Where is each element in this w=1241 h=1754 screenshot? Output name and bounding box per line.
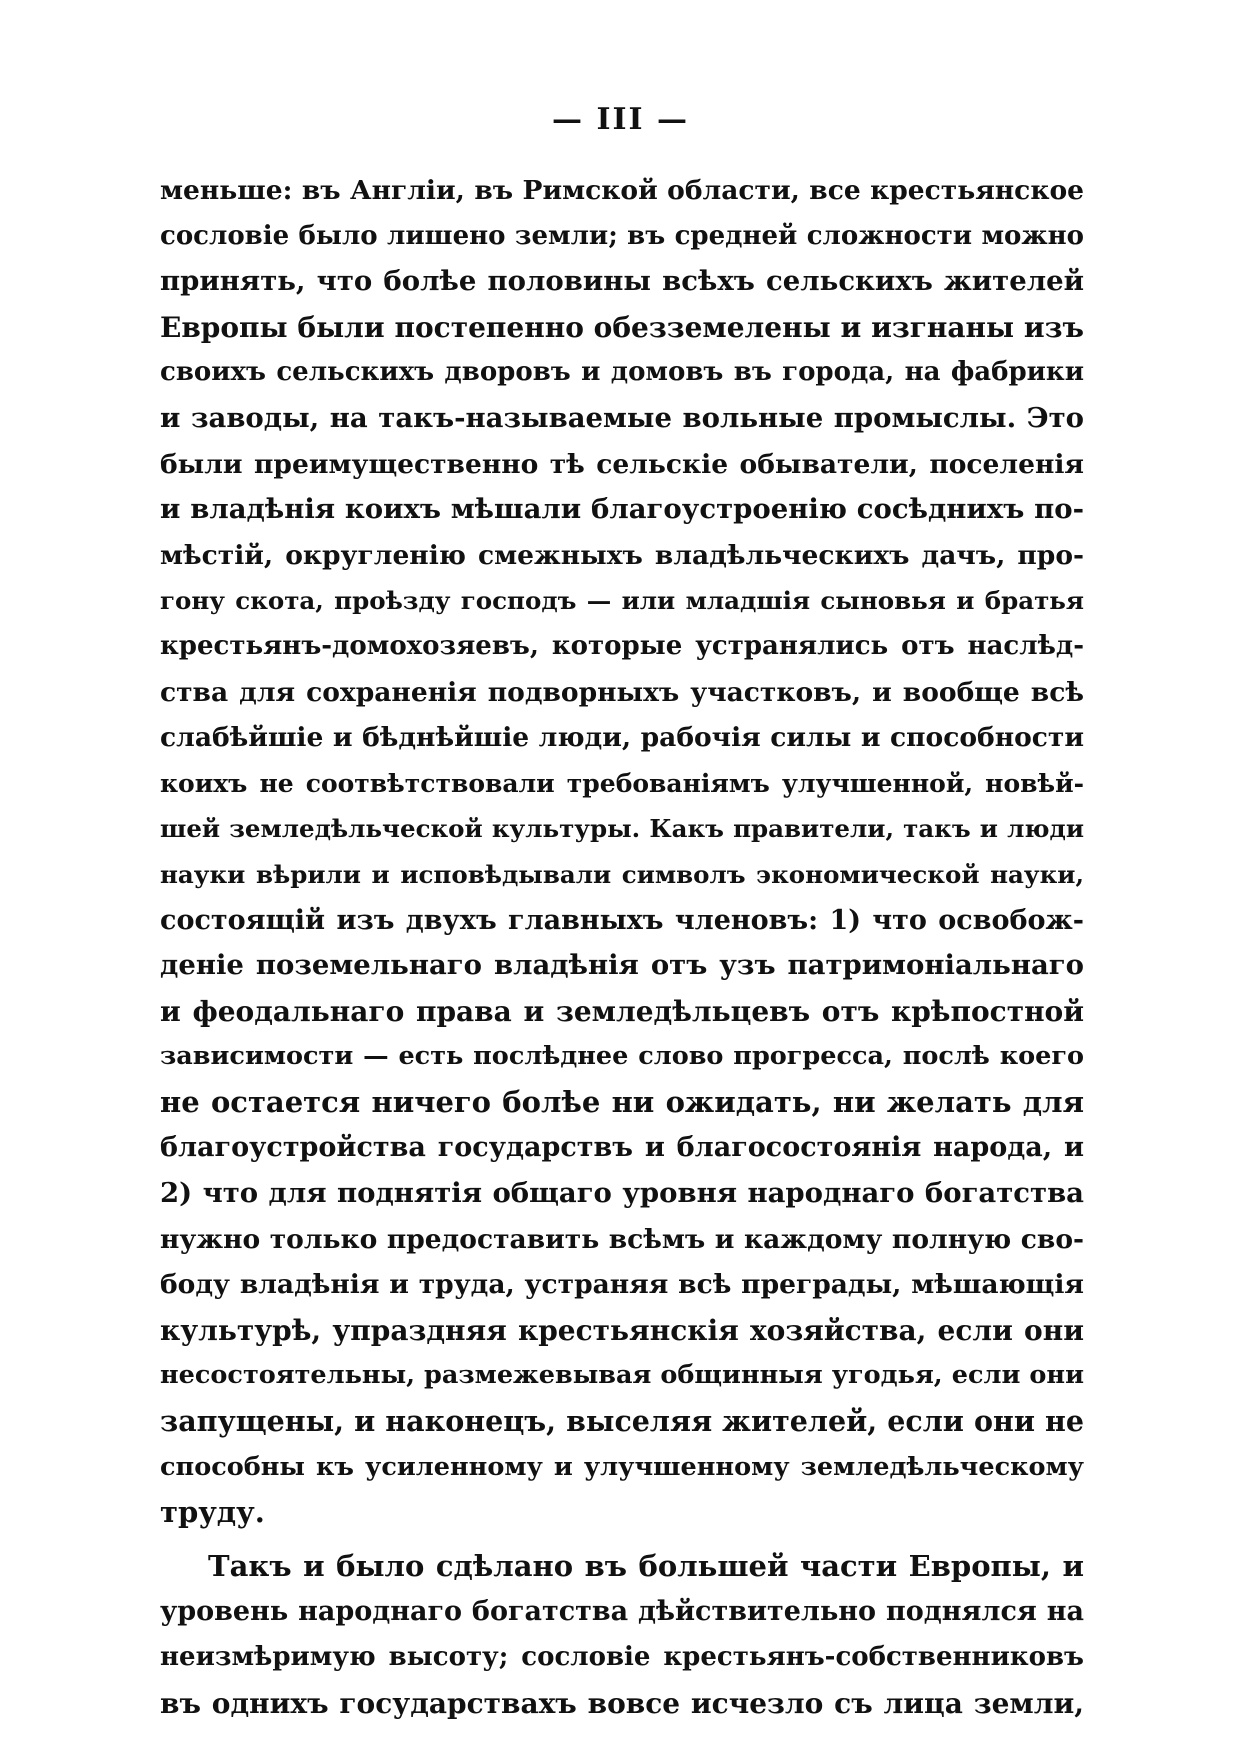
text-line: въ однихъ государствахъ вовсе исчезло съ лица земли, — [160, 1686, 1084, 1720]
text-line: ства для сохраненія подворныхъ участковъ, и вообще всѣ — [160, 676, 1084, 708]
text-line: мѣстій, округленію смежныхъ владѣльческихъ дачъ, про- — [160, 539, 1084, 571]
text-line: труду. — [160, 1495, 265, 1530]
text-line: деніе поземельнаго владѣнія отъ узъ патримоніальнаго — [160, 949, 1084, 982]
text-line: своихъ сельскихъ дворовъ и домовъ въ города, на фабрики — [160, 357, 1084, 388]
text-line: запущены, и наконецъ, выселяя жителей, если они не — [160, 1404, 1084, 1439]
text-line: и владѣнія коихъ мѣшали благоустроенію сосѣднихъ по- — [160, 493, 1084, 526]
paragraph-gap — [160, 1536, 1084, 1544]
text-line: сословіе было лишено земли; въ средней сложности можно — [160, 220, 1084, 251]
text-line: крестьянъ-домохозяевъ, которые устранялись отъ наслѣд- — [160, 630, 1084, 661]
body-text — [160, 168, 1084, 1726]
text-line: уровень народнаго богатства дѣйствительно поднялся на — [160, 1596, 1084, 1628]
text-line: меньше: въ Англіи, въ Римской области, все крестьянское — [160, 175, 1084, 206]
text-line: шей земледѣльческой культуры. Какъ правители, такъ и люди — [160, 814, 1084, 844]
text-line: коихъ не соотвѣтствовали требованіямъ улучшенной, новѣй- — [160, 768, 1084, 798]
text-line: Европы были постепенно обезземелены и изгнаны изъ — [160, 310, 1084, 344]
text-line: несостоятельны, размежевывая общинныя угодья, если они — [160, 1360, 1084, 1391]
text-line: гону скота, проѣзду господъ — или младшія сыновья и братья — [160, 586, 1084, 616]
text-line: Такъ и было сдѣлано въ большей части Европы, и — [208, 1548, 1084, 1583]
text-line: и феодальнаго права и земледѣльцевъ отъ крѣпостной — [160, 994, 1084, 1028]
text-line: слабѣйшіе и бѣднѣйшіе люди, рабочія силы и способности — [160, 722, 1084, 754]
text-line: благоустройства государствъ и благосостоянія народа, и — [160, 1132, 1084, 1164]
text-line: и заводы, на такъ-называемые вольные промыслы. Это — [160, 401, 1084, 434]
text-line: принять, что болѣе половины всѣхъ сельскихъ жителей — [160, 265, 1084, 298]
text-line: были преимущественно тѣ сельскіе обыватели, поселенія — [160, 448, 1084, 480]
text-line: способны къ усиленному и улучшенному земледѣльческому — [160, 1451, 1084, 1482]
text-line: состоящій изъ двухъ главныхъ членовъ: 1) что освобож- — [160, 904, 1084, 936]
page-number: — III — — [552, 102, 689, 137]
text-line: неизмѣримую высоту; сословіе крестьянъ-собственниковъ — [160, 1642, 1084, 1672]
text-line: нужно только предоставить всѣмъ и каждому полную сво- — [160, 1223, 1084, 1255]
text-line: науки вѣрили и исповѣдывали символъ экономической науки, — [160, 859, 1084, 889]
text-line: зависимости — есть послѣднее слово прогресса, послѣ коего — [160, 1041, 1084, 1072]
paragraph — [160, 1544, 1084, 1726]
text-line: боду владѣнія и труда, устраняя всѣ преграды, мѣшающія — [160, 1269, 1084, 1301]
text-line: не остается ничего болѣе ни ожидать, ни желать для — [160, 1084, 1084, 1119]
text-line: 2) что для поднятія общаго уровня народнаго богатства — [160, 1177, 1084, 1210]
paragraph — [160, 168, 1084, 1536]
text-line: культурѣ, упраздняя крестьянскія хозяйства, если они — [160, 1313, 1084, 1347]
